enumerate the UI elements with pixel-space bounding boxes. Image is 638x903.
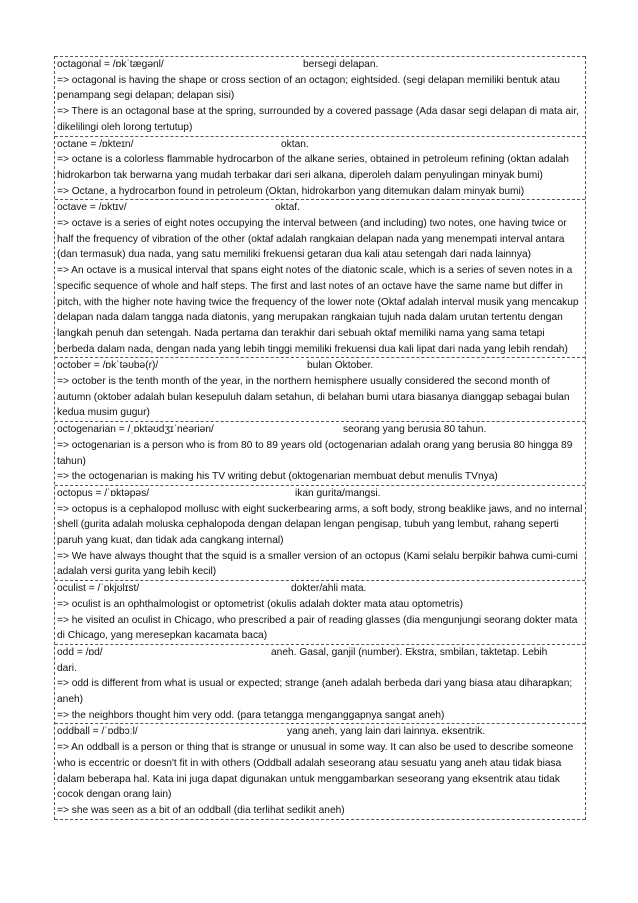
entry-meaning: oktaf. [275, 202, 300, 214]
entry-term: octagonal = /ɒkˈtæɡənl/ [57, 59, 164, 70]
entry-line: => he visited an oculist in Chicago, who prescribed a pair of reading glasses (dia mengunjungi seorang dokter mata di Chicago, yang meresepkan kacamata baca) [57, 614, 578, 642]
entry-line: => There is an octagonal base at the spring, surrounded by a covered passage (Ada dasar segi delapan di mata air, dikelilingi oleh lorong tertutup) [57, 106, 579, 133]
entry-meaning: aneh. Gasal, ganjil (number). Ekstra, smbilan, taktetap. Lebih [271, 646, 548, 658]
entry-headline [55, 200, 585, 216]
entry-headline [55, 137, 585, 153]
entry-headline [55, 57, 585, 73]
entry-term: oculist = /ˈɒkjʊlɪst/ [57, 583, 140, 595]
entry-line: => october is the tenth month of the year, in the northern hemisphere usually considered the second month of autumn (oktober adalah bulan kesepuluh dalam setahun, di belahan bumi utara biasanya dianggap sebagai bulan kedua musim gugur) [57, 376, 570, 419]
entry-line: => oculist is an ophthalmologist or optometrist (okulis adalah dokter mata atau optometris) [57, 598, 464, 610]
entry-headline [55, 724, 585, 740]
entry-line: => she was seen as a bit of an oddball (dia terlihat sedikit aneh) [57, 804, 345, 816]
entry-line: => odd is different from what is usual or expected; strange (aneh adalah berbeda dari yang biasa atau diharapkan; aneh) [57, 678, 573, 705]
entry-meaning: yang aneh, yang lain dari lainnya. eksentrik. [287, 726, 486, 738]
dictionary-entry [55, 357, 585, 421]
entry-line: => octagonal is having the shape or cross section of an octagon; eightsided. (segi delapan memiliki bentuk atau penampang segi delapan; delapan sisi) [57, 74, 560, 102]
entry-meaning: dokter/ahli mata. [291, 583, 367, 595]
entry-meaning: ikan gurita/mangsi. [295, 487, 381, 499]
entry-line: => the neighbors thought him very odd. (para tetangga menganggapnya sangat aneh) [57, 709, 445, 721]
dictionary-entry [55, 199, 585, 357]
entry-headline [55, 358, 585, 374]
entry-line: => An octave is a musical interval that spans eight notes of the diatonic scale, which is a series of seven notes in a specific sequence of whole and half steps. The first and last notes of an octave have the same name but differ in pitch, with the higher note having twice the frequency of the lower note (Oktaf adalah interval musik yang mencakup delapan nada dalam tangga nada diatonis, yang merupakan rangkaian tujuh nada dalam urutan tertentu dengan langkah penuh dan setengah. Nada pertama dan terakhir dari sebuah oktaf memiliki nama yang sama tetapi berbeda dalam nada, dengan nada yang lebih tinggi memiliki frekuensi dua kali lipat dari nada yang lebih rendah) [57, 265, 579, 355]
entry-term: oddball = /ˈɒdbɔːl/ [57, 726, 138, 738]
entry-line: => Octane, a hydrocarbon found in petroleum (Oktan, hidrokarbon yang ditemukan dalam minyak bumi) [57, 185, 525, 197]
entry-meaning: bulan Oktober. [307, 360, 374, 372]
entry-term: octopus = /ˈɒktəpəs/ [57, 487, 150, 499]
entry-term: octane = /ɒkteɪn/ [57, 138, 134, 150]
entry-meaning: seorang yang berusia 80 tahun. [343, 424, 487, 436]
entry-line: => We have always thought that the squid is a smaller version of an octopus (Kami selalu berpikir bahwa cumi-cumi adalah versi gurita yang lebih kecil) [57, 550, 578, 578]
entry-term: october = /ɒkˈtəʊbə(r)/ [57, 360, 159, 372]
entry-term: odd = /ɒd/ [57, 646, 103, 658]
entry-line: => octogenarian is a person who is from 80 to 89 years old (octogenarian adalah orang yang berusia 80 hingga 89 tahun) [57, 439, 573, 467]
entry-headline [55, 581, 585, 597]
entry-line: => octave is a series of eight notes occupying the interval between (and including) two notes, one having twice or half the frequency of vibration of the other (oktaf adalah rangkaian delapan nada yang menempati interval antara (dan termasuk) dua nada, yang satu memiliki frekuensi getaran dua kali atau setengah dari nada lainnya) [57, 217, 567, 261]
entry-line: => octane is a colorless flammable hydrocarbon of the alkane series, obtained in petroleum refining (oktan adalah hidrokarbon tak berwarna yang mudah terbakar dari seri alkana, diperoleh dalam penyulingan minyak bumi) [57, 154, 569, 181]
dictionary-entry [55, 56, 585, 136]
entry-meaning-continued: dari. [57, 662, 77, 674]
entry-term: octave = /ɒktɪv/ [57, 202, 127, 214]
entry-term: octogenarian = /ˌɒktəʊdʒɪˈneəriən/ [57, 424, 214, 436]
entry-line: => octopus is a cephalopod mollusc with eight suckerbearing arms, a soft body, strong beaklike jaws, and no internal shell (gurita adalah moluska cephalopoda dengan delapan lengan pengisap, tubuh yang lembut, rahang seperti paruh yang kuat, dan tidak ada cangkang internal) [57, 503, 583, 546]
dictionary-entry [55, 723, 585, 819]
dictionary-entry [55, 421, 585, 485]
entry-meaning: bersegi delapan. [303, 59, 379, 70]
entry-headline [55, 645, 585, 661]
dictionary-entry [55, 644, 585, 724]
entry-line: => the octogenarian is making his TV writing debut (oktogenarian membuat debut menulis TVnya) [57, 471, 498, 483]
dictionary-table [54, 56, 586, 820]
dictionary-entry [55, 136, 585, 200]
entry-line: => An oddball is a person or thing that is strange or unusual in some way. It can also be used to describe someone who is eccentric or doesn't fit in with others (Oddball adalah seseorang atau sesuatu yang aneh atau tidak biasa dalam beberapa hal. Kata ini juga dapat digunakan untuk menggambarkan seseorang yang eksentrik atau tidak cocok dengan orang lain) [57, 742, 574, 801]
dictionary-entry [55, 580, 585, 644]
entry-headline [55, 486, 585, 502]
entry-meaning: oktan. [281, 138, 309, 150]
entry-headline [55, 422, 585, 438]
dictionary-entry [55, 485, 585, 580]
